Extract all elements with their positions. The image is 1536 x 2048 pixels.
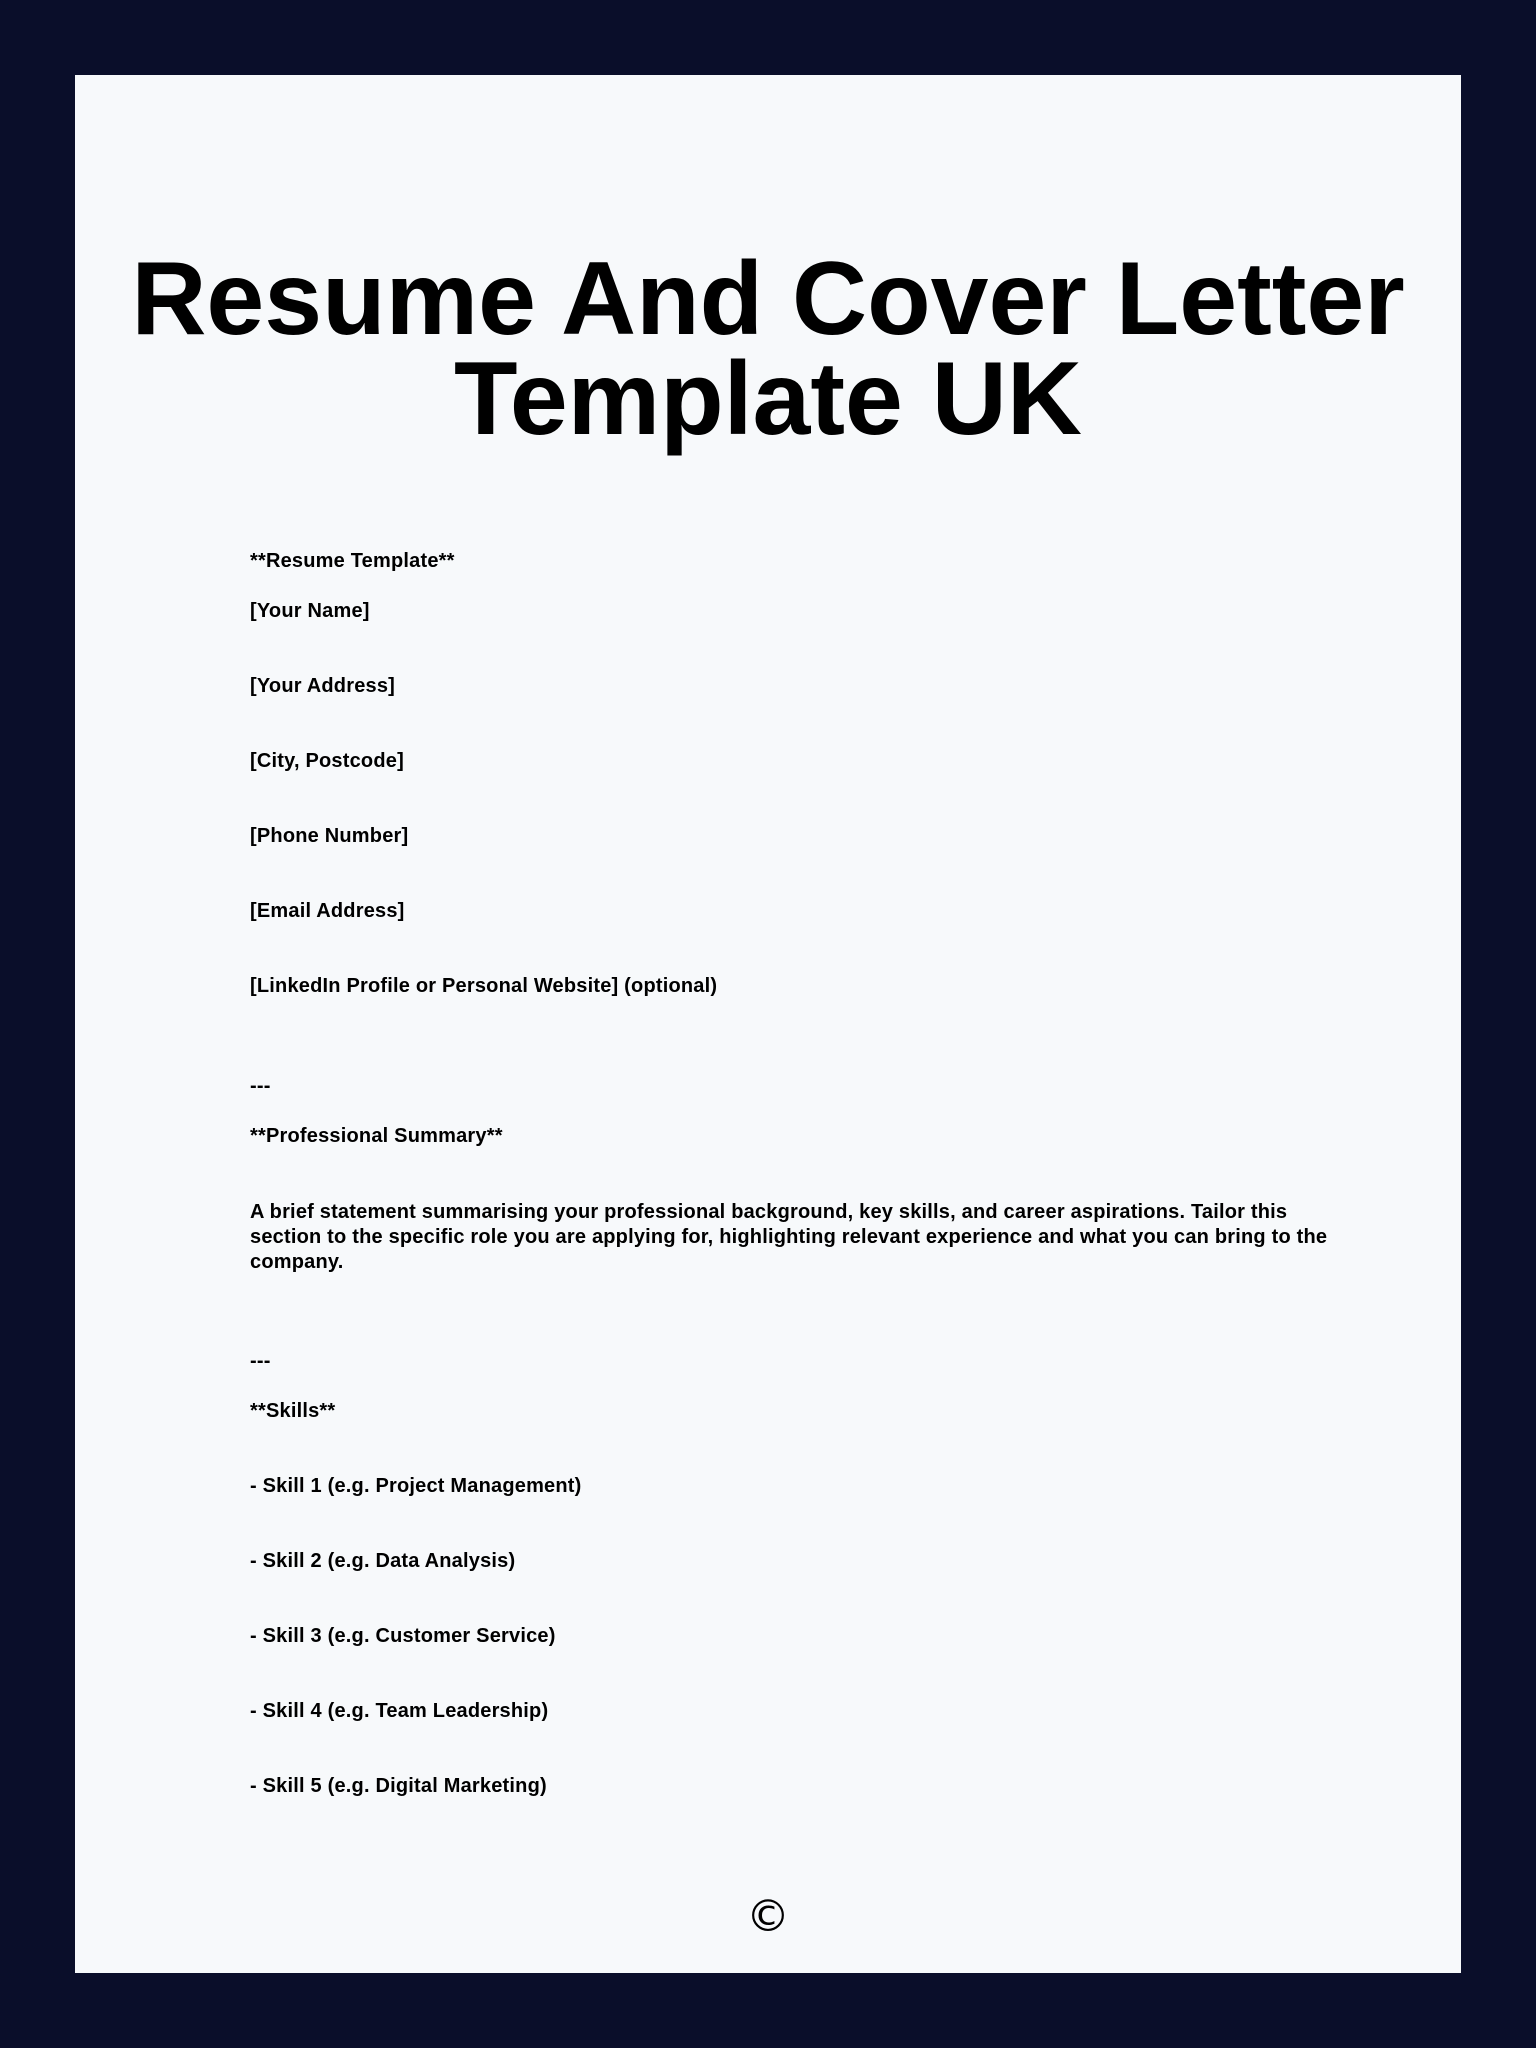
contact-linkedin: [LinkedIn Profile or Personal Website] (optional): [250, 975, 718, 997]
summary-text: A brief statement summarising your professional background, key skills, and career aspirations. Tailor this section to the specific role you are applying for, highlighting relevant experience and what you can bring to the company.: [250, 1201, 1328, 1273]
copyright-icon: ©: [746, 1891, 790, 1942]
skill-item: - Skill 4 (e.g. Team Leadership): [250, 1700, 549, 1722]
section-separator: ---: [250, 1350, 271, 1372]
resume-heading: **Resume Template**: [250, 550, 455, 572]
summary-heading: **Professional Summary**: [250, 1125, 503, 1147]
skills-heading: **Skills**: [250, 1400, 336, 1422]
page-title: [75, 241, 1461, 457]
page-title-line-2: Template UK: [454, 341, 1082, 457]
contact-phone: [Phone Number]: [250, 825, 409, 847]
contact-email: [Email Address]: [250, 900, 405, 922]
document-page: [75, 75, 1461, 1973]
page-title-line-1: Resume And Cover Letter: [131, 241, 1405, 357]
skill-item: - Skill 2 (e.g. Data Analysis): [250, 1550, 516, 1572]
skill-item: - Skill 1 (e.g. Project Management): [250, 1475, 582, 1497]
section-separator: ---: [250, 1075, 271, 1097]
contact-address: [Your Address]: [250, 675, 396, 697]
skill-item: - Skill 5 (e.g. Digital Marketing): [250, 1775, 547, 1797]
skill-item: - Skill 3 (e.g. Customer Service): [250, 1625, 556, 1647]
contact-city: [City, Postcode]: [250, 750, 404, 772]
contact-name: [Your Name]: [250, 600, 370, 622]
